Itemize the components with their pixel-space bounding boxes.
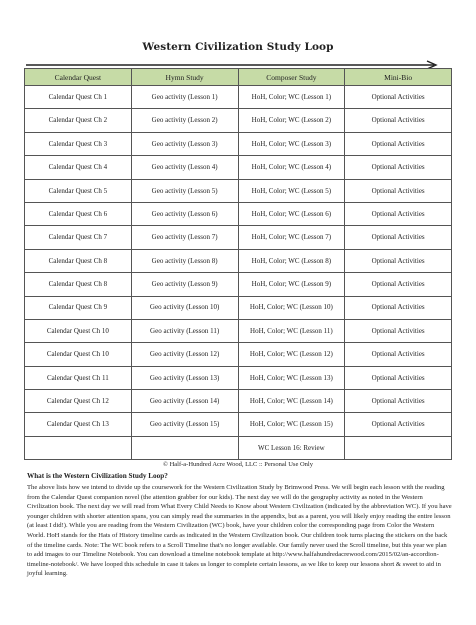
calendar-quest-cell: Calendar Quest Ch 8	[25, 249, 132, 272]
mini-bio-cell: Optional Activities	[345, 226, 452, 249]
mini-bio-cell: Optional Activities	[345, 343, 452, 366]
hymn-study-cell: Geo activity (Lesson 12)	[131, 343, 238, 366]
table-row	[25, 132, 452, 155]
composer-study-cell: HoH, Color; WC (Lesson 5)	[238, 179, 345, 202]
table-body	[25, 86, 452, 460]
table-row	[25, 343, 452, 366]
composer-study-cell: HoH, Color; WC (Lesson 11)	[238, 319, 345, 342]
calendar-quest-cell: Calendar Quest Ch 10	[25, 319, 132, 342]
composer-study-cell: HoH, Color; WC (Lesson 14)	[238, 390, 345, 413]
calendar-quest-cell: Calendar Quest Ch 10	[25, 343, 132, 366]
calendar-quest-cell: Calendar Quest Ch 13	[25, 413, 132, 436]
mini-bio-cell: Optional Activities	[345, 390, 452, 413]
composer-study-cell: HoH, Color; WC (Lesson 12)	[238, 343, 345, 366]
table-row	[25, 86, 452, 109]
calendar-quest-cell: Calendar Quest Ch 8	[25, 273, 132, 296]
section-heading: What is the Western Civilization Study Loop?	[27, 472, 168, 480]
column-header-hymn-study: Hymn Study	[131, 69, 238, 86]
table-row	[25, 226, 452, 249]
composer-study-cell: HoH, Color; WC (Lesson 6)	[238, 202, 345, 225]
calendar-quest-cell: Calendar Quest Ch 9	[25, 296, 132, 319]
hymn-study-cell: Geo activity (Lesson 3)	[131, 132, 238, 155]
table-row	[25, 156, 452, 179]
mini-bio-cell: Optional Activities	[345, 413, 452, 436]
mini-bio-cell: Optional Activities	[345, 296, 452, 319]
mini-bio-cell: Optional Activities	[345, 273, 452, 296]
hymn-study-cell: Geo activity (Lesson 13)	[131, 366, 238, 389]
mini-bio-cell: Optional Activities	[345, 179, 452, 202]
table-row	[25, 413, 452, 436]
hymn-study-cell: Geo activity (Lesson 4)	[131, 156, 238, 179]
calendar-quest-cell: Calendar Quest Ch 12	[25, 390, 132, 413]
calendar-quest-cell: Calendar Quest Ch 1	[25, 86, 132, 109]
table-row	[25, 202, 452, 225]
composer-study-cell: WC Lesson 16: Review	[238, 436, 345, 459]
calendar-quest-cell: Calendar Quest Ch 11	[25, 366, 132, 389]
description-paragraph: The above lists how we intend to divide up the coursework for the Western Civilization Study by Brimwood Press. We will begin each lesson with the reading from the Calendar Quest companion novel (the attention grabber for our kids). The next day we will do the geography activity as noted in the Western Civilization book. The next day we will read from What Every Child Needs to Know about Western Civilization (indicated by the abbreviation WC). If you have younger children with shorter attention spans, you can simply read the summaries in the appendix, but as a parent, you will likely enjoy reading the entire lesson (at least I did!). While you are reading from the Western Civilization (WC) book, have your children color the corresponding page from Color the Western World. HoH stands for the Hats of History timeline cards as indicated in the Western Civilization book. Our children took turns placing the stickers on the back of the timeline cards. Note: The WC book refers to a Scroll Timeline that's no longer available. Our family never used the Scroll timeline, but this year we plan to add images to our Timeline Notebook. You can download a timeline notebook template at http://www.halfahundredacrewood.com/2015/02/an-accordion-timeline-notebook/. We have looped this schedule in case it takes us longer to complete certain lessons, as we like to keep our lessons short & sweet to aid in joyful learning.	[27, 484, 452, 578]
column-header-calendar-quest: Calendar Quest	[25, 69, 132, 86]
composer-study-cell: HoH, Color; WC (Lesson 10)	[238, 296, 345, 319]
table-row	[25, 366, 452, 389]
copyright-footer: © Half-a-Hundred Acre Wood, LLC :: Personal Use Only	[163, 461, 313, 468]
mini-bio-cell: Optional Activities	[345, 132, 452, 155]
calendar-quest-cell: Calendar Quest Ch 4	[25, 156, 132, 179]
calendar-quest-cell	[25, 436, 132, 459]
table-header-row	[25, 69, 452, 86]
hymn-study-cell	[131, 436, 238, 459]
page-title: Western Civilization Study Loop	[142, 41, 334, 53]
hymn-study-cell: Geo activity (Lesson 5)	[131, 179, 238, 202]
calendar-quest-cell: Calendar Quest Ch 6	[25, 202, 132, 225]
hymn-study-cell: Geo activity (Lesson 14)	[131, 390, 238, 413]
column-header-mini-bio: Mini-Bio	[345, 69, 452, 86]
composer-study-cell: HoH, Color; WC (Lesson 4)	[238, 156, 345, 179]
hymn-study-cell: Geo activity (Lesson 9)	[131, 273, 238, 296]
mini-bio-cell: Optional Activities	[345, 319, 452, 342]
hymn-study-cell: Geo activity (Lesson 7)	[131, 226, 238, 249]
hymn-study-cell: Geo activity (Lesson 2)	[131, 109, 238, 132]
calendar-quest-cell: Calendar Quest Ch 2	[25, 109, 132, 132]
hymn-study-cell: Geo activity (Lesson 1)	[131, 86, 238, 109]
composer-study-cell: HoH, Color; WC (Lesson 13)	[238, 366, 345, 389]
calendar-quest-cell: Calendar Quest Ch 3	[25, 132, 132, 155]
composer-study-cell: HoH, Color; WC (Lesson 7)	[238, 226, 345, 249]
study-loop-table	[24, 68, 452, 460]
mini-bio-cell: Optional Activities	[345, 202, 452, 225]
table-row	[25, 109, 452, 132]
composer-study-cell: HoH, Color; WC (Lesson 1)	[238, 86, 345, 109]
table-row	[25, 249, 452, 272]
mini-bio-cell	[345, 436, 452, 459]
mini-bio-cell: Optional Activities	[345, 249, 452, 272]
table-row	[25, 273, 452, 296]
hymn-study-cell: Geo activity (Lesson 15)	[131, 413, 238, 436]
calendar-quest-cell: Calendar Quest Ch 7	[25, 226, 132, 249]
table-row	[25, 436, 452, 459]
table-row	[25, 179, 452, 202]
composer-study-cell: HoH, Color; WC (Lesson 15)	[238, 413, 345, 436]
column-header-composer-study: Composer Study	[238, 69, 345, 86]
composer-study-cell: HoH, Color; WC (Lesson 8)	[238, 249, 345, 272]
mini-bio-cell: Optional Activities	[345, 366, 452, 389]
hymn-study-cell: Geo activity (Lesson 6)	[131, 202, 238, 225]
mini-bio-cell: Optional Activities	[345, 86, 452, 109]
table-row	[25, 390, 452, 413]
composer-study-cell: HoH, Color; WC (Lesson 2)	[238, 109, 345, 132]
calendar-quest-cell: Calendar Quest Ch 5	[25, 179, 132, 202]
table-row	[25, 296, 452, 319]
hymn-study-cell: Geo activity (Lesson 8)	[131, 249, 238, 272]
composer-study-cell: HoH, Color; WC (Lesson 3)	[238, 132, 345, 155]
composer-study-cell: HoH, Color; WC (Lesson 9)	[238, 273, 345, 296]
hymn-study-cell: Geo activity (Lesson 11)	[131, 319, 238, 342]
hymn-study-cell: Geo activity (Lesson 10)	[131, 296, 238, 319]
mini-bio-cell: Optional Activities	[345, 109, 452, 132]
table-row	[25, 319, 452, 342]
mini-bio-cell: Optional Activities	[345, 156, 452, 179]
